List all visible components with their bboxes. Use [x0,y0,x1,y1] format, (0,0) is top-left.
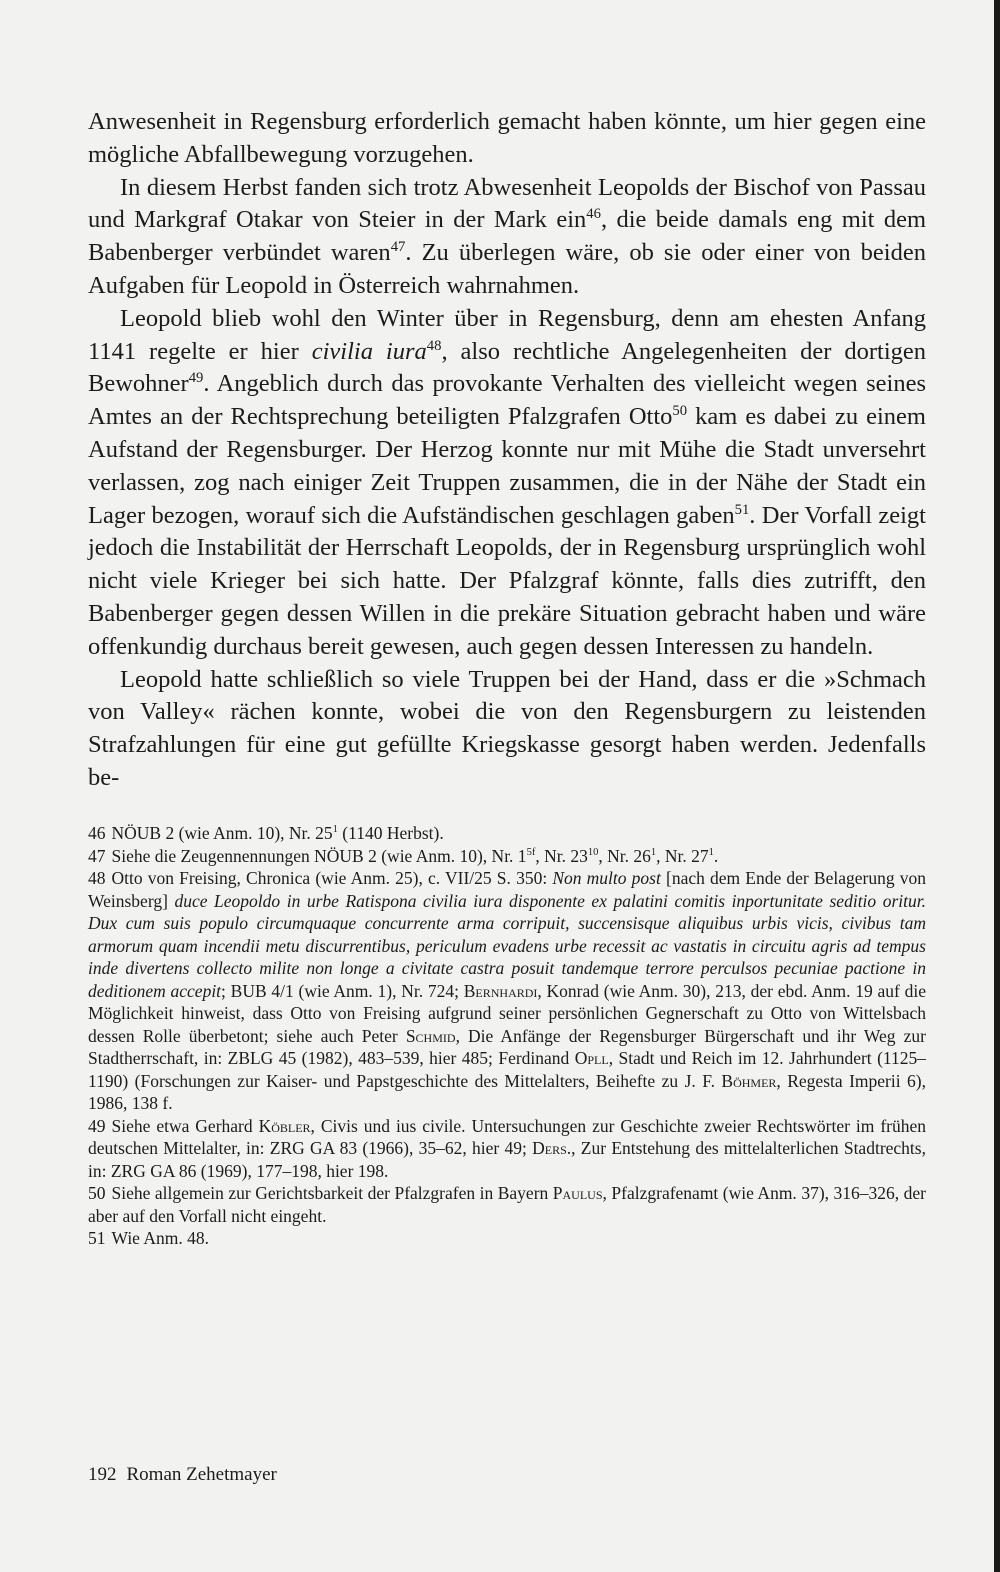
footnote-ref-46[interactable]: 46 [586,206,601,223]
footnote-46 [88,822,926,845]
paragraph-4: Leopold hatte schließlich so viele Truppen bei der Hand, dass er die »Schmach von Valley« rächen konnte, wobei die von den Regensburgern zu leistenden Strafzahlungen für eine gut gefüllte Kriegskasse gesorgt haben werden. Jedenfalls be- [88,665,926,791]
author-name: Köbler [258,1115,311,1136]
text-run: Siehe die Zeugennennungen NÖUB 2 (wie Anm. 10), Nr. 1 [111,845,527,866]
superscript: 1 [332,824,338,836]
latin-quote: Non multo post [552,868,661,888]
text-run: . Der Vorfall zeigt jedoch die Instabilität der Herrschaft Leopolds, der in Regensburg ursprünglich wohl nicht viele Krieger bei sich hatte. Der Pfalzgraf könnte, falls dies zutrifft, den Babenberger gegen dessen Willen in die prekäre Situation gebracht haben und wäre offenkundig durchaus bereit gewesen, auch gegen dessen Interessen zu handeln. [88,501,926,660]
running-author: Roman Zehetmayer [126,1464,277,1485]
text-run: , Konrad (wie Anm. 30), 213, der ebd. Anm. 19 auf die Möglichkeit hinweist, dass Otto von Freising aufgrund seiner persönlichen Gegnerschaft zu Otto von Wittelsbach dessen Rolle überbetont; siehe auch Peter [88,980,927,1046]
text-run: . [713,845,719,866]
text-run: . Angeblich durch das provokante Verhalten des vielleicht wegen seines Amtes an der Rechtsprechung beteiligten Pfalzgrafen Otto [88,370,926,431]
footnote-ref-48[interactable]: 48 [426,337,442,354]
text-run: , Regesta Imperii 6), 1986, 138 f. [88,1070,927,1113]
text-run: , die beide damals eng mit dem Babenberger verbündet waren [88,206,926,267]
text-run: (1140 Herbst). [337,823,444,843]
footnote-number: 51 [88,1228,106,1248]
footnote-number: 46 [88,823,106,843]
footnote-number: 49 [88,1115,106,1136]
text-run: , Zur Entstehung des mittelalterlichen Stadtrechts, in: ZRG GA 86 (1969), 177–198, hier 198. [88,1138,926,1181]
text-run: , Pfalzgrafenamt (wie Anm. 37), 316–326, der aber auf den Vorfall nicht eingeht. [88,1183,926,1226]
latin-quote: duce Leopoldo in urbe Ratispona civilia iura disponente ex palatini comitis inportunitate seditio oritur. Dux cum suis populo circumquaque concurrente arma corripuit, succensisque aliquibus urbis vicis, civibus tam armorum quam incendii metu discurrentibus, periculum evadens urbe recessit ac vastatis in circuitu agris ad tempus inde divertens collecto milite non longe a civitate castra posuit tandemque terrore perculsos pecuniae pactione in deditionem accepit [88,890,926,1001]
superscript: 5f [526,846,536,858]
text-run: Leopold blieb wohl den Winter über in Regensburg, denn am ehesten Anfang 1141 regelte er hier [88,304,926,365]
footnote-number: 47 [88,845,106,866]
paragraph-1: Anwesenheit in Regensburg erforderlich gemacht haben könnte, um hier gegen eine mögliche Abfallbewegung vorzugehen. [88,108,926,168]
paragraph-3 [88,303,926,664]
footnote-47 [88,845,926,868]
superscript: 1 [708,846,714,858]
footnote-number: 48 [88,868,106,888]
author-name: Böhmer [721,1070,777,1091]
text-run: Wie Anm. 48. [111,1228,209,1248]
footnote-ref-50[interactable]: 50 [672,403,688,420]
footnotes [88,822,926,1250]
author-name: Schmid [405,1025,456,1046]
footnote-50 [88,1182,926,1227]
footnote-number: 50 [88,1183,106,1203]
text-run: , Stadt und Reich im 12. Jahrhundert (1125–1190) (Forschungen zur Kaiser- und Papstgeschichte des Mittelalters, Beihefte zu J. F. [88,1048,927,1091]
text-run: , also rechtliche Angelegenheiten der dortigen Bewohner [88,337,927,398]
text-run: Otto von Freising, Chronica (wie Anm. 25), c. VII/25 S. 350: [111,868,553,888]
author-name: Paulus [552,1183,603,1203]
text-run: , Civis und ius civile. Untersuchungen zur Geschichte zweier Rechtswörter im frühen deutschen Mittelalter, in: ZRG GA 83 (1966), 35–62, hier 49; [88,1115,926,1158]
superscript: 1 [650,846,657,858]
text-run: NÖUB 2 (wie Anm. 10), Nr. 25 [111,823,333,843]
page-edge [994,0,1000,1572]
footnote-ref-49[interactable]: 49 [188,370,204,387]
text-run: , Nr. 26 [598,845,651,866]
paragraph-2 [88,172,926,303]
footnote-ref-47[interactable]: 47 [390,239,406,256]
footnote-49 [88,1115,926,1183]
text-run: ; BUB 4/1 (wie Anm. 1), Nr. 724; [221,980,464,1001]
text-run: Siehe etwa Gerhard [111,1115,259,1136]
italic-term: civilia iura [311,337,427,365]
footnote-51 [88,1227,926,1250]
text-run: , Nr. 23 [535,845,588,866]
superscript: 10 [587,846,599,858]
text-run: [nach dem Ende der Belagerung von Weinsberg] [88,868,926,911]
text-run: In diesem Herbst fanden sich trotz Abwesenheit Leopolds der Bischof von Passau und Markgraf Otakar von Steier in der Mark ein [88,173,926,234]
text-run: . Zu überlegen wäre, ob sie oder einer von beiden Aufgaben für Leopold in Österreich wahrnahmen. [88,239,926,299]
text-run: kam es dabei zu einem Aufstand der Regensburger. Der Herzog konnte nur mit Mühe die Stadt unversehrt verlassen, zog nach einiger Zeit Truppen zusammen, die in der Nähe der Stadt ein Lager bezogen, worauf sich die Aufständischen geschlagen gaben [88,403,926,529]
text-run: Siehe allgemein zur Gerichtsbarkeit der Pfalzgrafen in Bayern [111,1183,553,1203]
page-number: 192 [88,1464,117,1485]
footnote-48 [88,867,926,1115]
author-name: Bernhardi [463,980,538,1001]
author-name: Opll [574,1048,609,1068]
footnote-ref-51[interactable]: 51 [734,501,750,518]
text-run: , Nr. 27 [656,845,709,866]
text-run: , Die Anfänge der Regensburger Bürgerschaft und ihr Weg zur Stadtherrschaft, in: ZBLG 45 (1982), 483–539, hier 485; Ferdinand [88,1025,927,1068]
main-text [88,106,926,795]
author-name: Ders. [532,1138,572,1158]
page-footer [88,1464,277,1486]
